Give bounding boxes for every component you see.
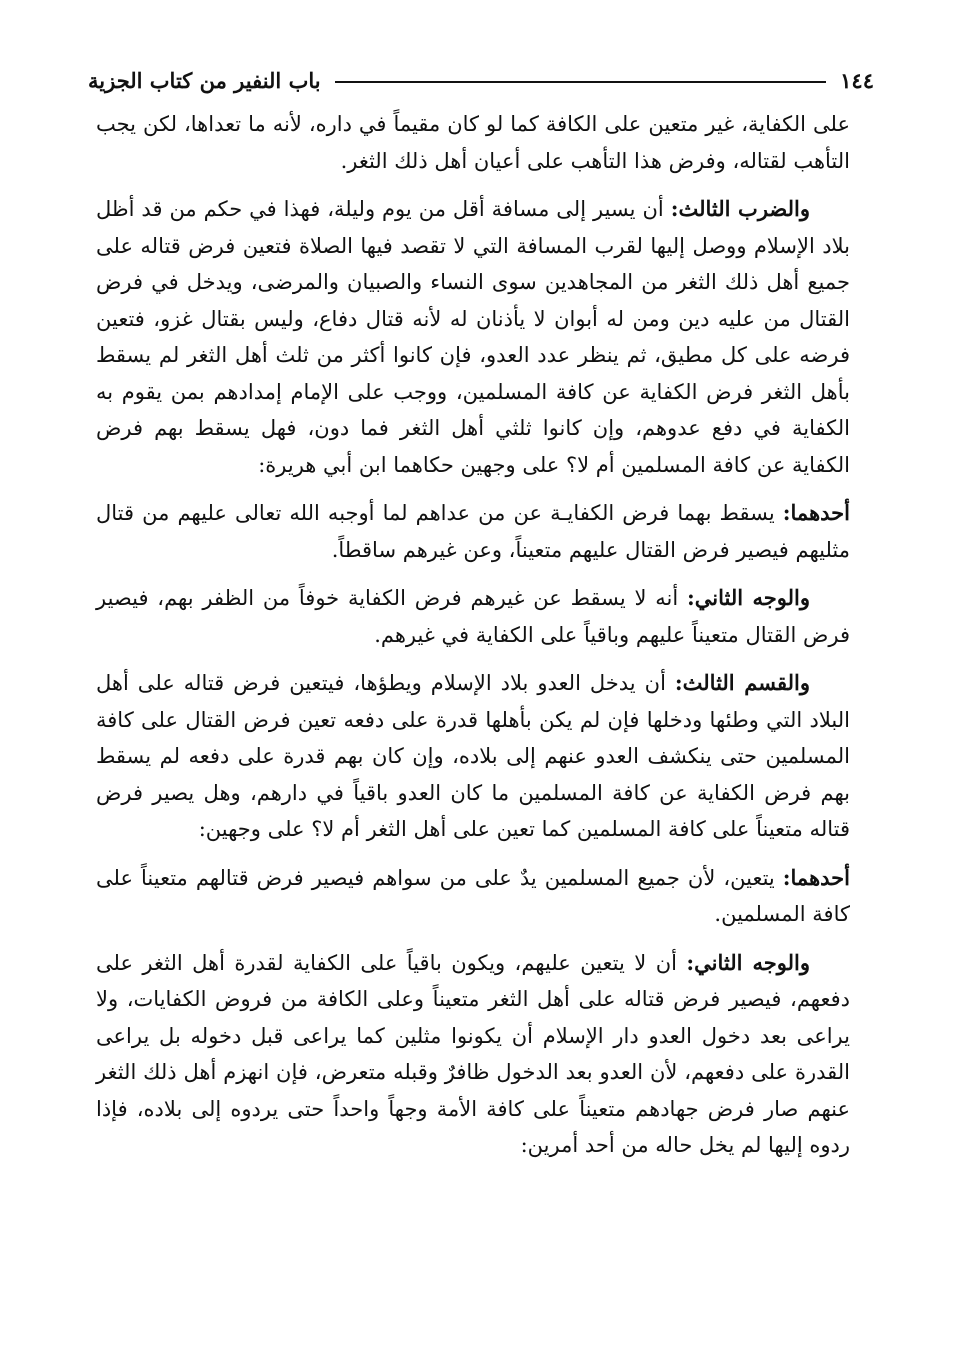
paragraph-first-view — [96, 495, 850, 568]
paragraph-lead: أحدهما: — [782, 500, 850, 525]
page-number: ١٤٤ — [840, 67, 874, 93]
paragraph-text: يتعين، لأن جميع المسلمين يدٌ على من سواهم فيصير فرض قتالهم متعيناً على كافة المسلمين. — [96, 865, 850, 926]
paragraph-continuation — [96, 106, 850, 179]
paragraph-lead: والوجه الثاني: — [686, 949, 811, 975]
paragraph-third-type — [96, 191, 850, 483]
paragraph-text: أن يسير إلى مسافة أقل من يوم وليلة، فهذا في حكم من قد أظل بلاد الإسلام ووصل إليها لقرب المسافة التي لا تقصد فيها الصلاة فتعين فرض قتاله على جميع أهل ذلك الثغر من المجاهدين سوى النساء والصبيان والمرضى، ويدخل في فرض القتال من عليه دين ومن له أبوان لا يأذنان له لأنه قتال دفاع، وليس بقتال غزو، فتعين فرضه على كل مطيق، ثم ينظر عدد العدو، فإن كانوا أكثر من ثلث أهل الثغر لم يسقط بأهل الثغر فرض الكفاية عن كافة المسلمين، ووجب على الإمام إمدادهم بمن يقوم به الكفاية في دفع عدوهم، وإن كانوا ثلثي أهل الثغر فما دون، فهل يسقط بهم فرض الكفاية عن كافة المسلمين أم لا؟ على وجهين حكاهما ابن أبي هريرة: — [96, 197, 850, 477]
paragraph-text: أنه لا يسقط عن غيرهم فرض الكفاية خوفاً من الظفر بهم، فيصير فرض القتال متعيناً عليهم وباقياً على الكفاية في غيرهم. — [96, 586, 850, 647]
chapter-title: باب النفير من كتاب الجزية — [88, 67, 321, 93]
paragraph-second-view — [96, 580, 850, 653]
paragraph-lead: أحدهما: — [782, 864, 850, 890]
paragraph-lead: والوجه الثاني: — [687, 585, 810, 610]
paragraph-first-view-2 — [96, 860, 850, 933]
paragraph-text: أن لا يتعين عليهم، ويكون باقياً على الكفاية لقدرة أهل الثغر على دفعهم، فيصير فرض قتاله على أهل الثغر متعيناً وعلى الكافة من فروض الكفايات، ولا يراعى بعد دخول العدو دار الإسلام أن يكونوا مثلين كما يراعى قبل دخوله بل يراعى القدرة على دفعهم، لأن العدو بعد الدخول ظافرٌ وقبله متعرض، فإن انهزم أهل ذلك الثغر عنهم صار فرض جهادهم متعيناً على كافة الأمة وجهاً واحداً حتى يردوه إلى بلاده، فإذا ردوه إليها لم يخل حاله من أحد أمرين: — [96, 950, 850, 1157]
header-rule — [335, 81, 827, 83]
page-body — [96, 106, 850, 1164]
paragraph-text: يسقط بهما فرض الكفايـة عن من عداهم لما أوجبه الله تعالى عليهم من قتال مثليهم فيصير فرض القتال عليهم متعيناً، وعن غيرهم ساقطاً. — [96, 501, 850, 562]
paragraph-lead: والضرب الثالث: — [670, 196, 810, 221]
paragraph-second-view-2 — [96, 945, 850, 1164]
paragraph-lead: والقسم الثالث: — [674, 670, 810, 695]
page-header — [88, 60, 874, 100]
paragraph-third-section — [96, 665, 850, 848]
paragraph-text: على الكفاية، غير متعين على الكافة كما لو كان مقيماً في داره، لأنه ما تعداها، لكن يجب التأهب لقتاله، وفرض هذا التأهب على أعيان أهل ذلك الثغر. — [96, 112, 850, 173]
paragraph-text: أن يدخل العدو بلاد الإسلام ويطؤها، فيتعين فرض قتاله على أهل البلاد التي وطئها ودخلها فإن لم يكن بأهلها قدرة على دفعه تعين فرض القتال على كافة المسلمين حتى ينكشف العدو عنهم إلى بلاده، وإن كان بهم قدرة على دفعه لم يسقط بهم فرض الكفاية عن كافة المسلمين ما كان العدو باقياً في دارهم، وهل يصير فرض قتاله متعيناً على كافة المسلمين كما تعين على أهل الثغر أم لا؟ على وجهين: — [96, 671, 850, 841]
